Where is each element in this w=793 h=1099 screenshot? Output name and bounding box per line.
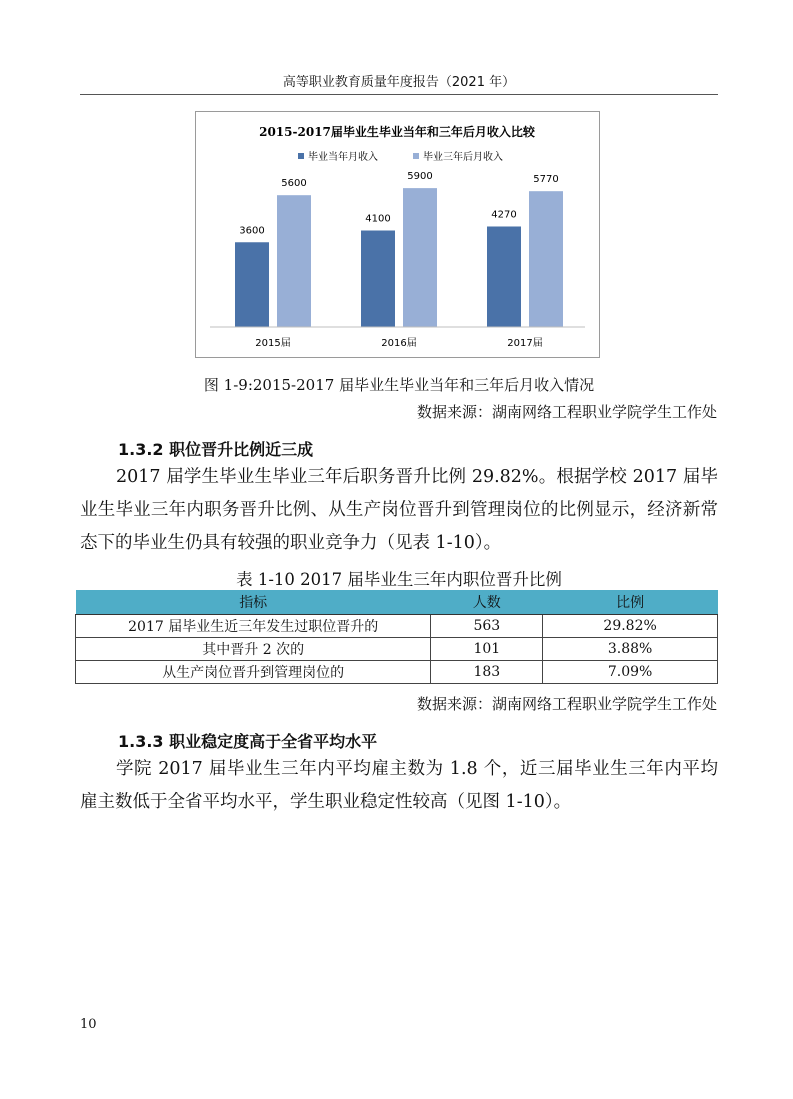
chart-legend: [298, 150, 503, 163]
x-axis-ticks: [255, 337, 542, 349]
table-cell: 其中晋升 2 次的: [76, 638, 431, 661]
table-row: [76, 661, 718, 684]
table-title: 表 1-10 2017 届毕业生三年内职位晋升比例: [236, 570, 562, 589]
section-paragraph-1-3-2: 2017 届学生毕业生毕业三年后职务晋升比例 29.82%。根据学校 2017 届毕业生毕业三年内职务晋升比例、从生产岗位晋升到管理岗位的比例显示，经济新常态下的毕业生仍具有较强的职业竞争力（见表 1-10）。: [80, 467, 718, 553]
x-tick-label: 2015届: [255, 338, 291, 349]
section-paragraph-1-3-3: 学院 2017 届毕业生三年内平均雇主数为 1.8 个，近三届毕业生三年内平均雇主数低于全省平均水平，学生职业稳定性较高（见图 1-10）。: [80, 759, 718, 812]
legend-label: 毕业当年月收入: [308, 152, 378, 163]
table-header-cell: 比例: [543, 590, 718, 615]
table-header-cell: 指标: [76, 590, 431, 615]
figure-source: 数据来源：湖南网络工程职业学院学生工作处: [416, 403, 717, 421]
table-cell: 101: [431, 638, 543, 661]
page-number: 10: [80, 1017, 97, 1032]
section-heading-1-3-3: 1.3.3 职业稳定度高于全省平均水平: [118, 732, 378, 751]
bar-series-2: [529, 191, 563, 327]
x-tick-label: 2016届: [381, 338, 417, 349]
bar-series-1: [487, 226, 521, 327]
bar-data-label: 5900: [407, 171, 433, 183]
bar-data-label: 5770: [533, 174, 559, 186]
legend-swatch: [298, 153, 304, 159]
table-cell: 从生产岗位晋升到管理岗位的: [76, 661, 431, 684]
header-divider: [80, 94, 718, 95]
bar-series-2: [403, 188, 437, 327]
promotion-table: [75, 590, 718, 684]
page-header: 高等职业教育质量年度报告（2021 年）: [282, 75, 516, 90]
legend-swatch: [413, 153, 419, 159]
table-cell: 2017 届毕业生近三年发生过职位晋升的: [76, 615, 431, 638]
chart-bars: [235, 171, 563, 327]
table-row: [76, 638, 718, 661]
table-header-cell: 人数: [431, 590, 543, 615]
legend-label: 毕业三年后月收入: [423, 152, 503, 163]
chart-title: 2015-2017届毕业生毕业当年和三年后月收入比较: [259, 125, 535, 139]
table-cell: 563: [431, 615, 543, 638]
bar-series-1: [361, 230, 395, 327]
table-row: [76, 615, 718, 638]
bar-data-label: 5600: [281, 178, 307, 190]
income-chart: [195, 111, 600, 358]
figure-caption: 图 1-9:2015-2017 届毕业生毕业当年和三年后月收入情况: [203, 376, 595, 394]
bar-data-label: 4270: [491, 209, 517, 221]
bar-series-2: [277, 195, 311, 327]
table-cell: 3.88%: [543, 638, 718, 661]
bar-data-label: 3600: [239, 225, 265, 237]
table-source: 数据来源：湖南网络工程职业学院学生工作处: [416, 695, 717, 713]
table-cell: 7.09%: [543, 661, 718, 684]
x-tick-label: 2017届: [507, 338, 543, 349]
bar-series-1: [235, 242, 269, 327]
section-heading-1-3-2: 1.3.2 职位晋升比例近三成: [118, 440, 314, 459]
table-header-row: [76, 590, 718, 615]
table-cell: 29.82%: [543, 615, 718, 638]
table-cell: 183: [431, 661, 543, 684]
chart-svg: [196, 112, 599, 357]
bar-data-label: 4100: [365, 213, 391, 225]
